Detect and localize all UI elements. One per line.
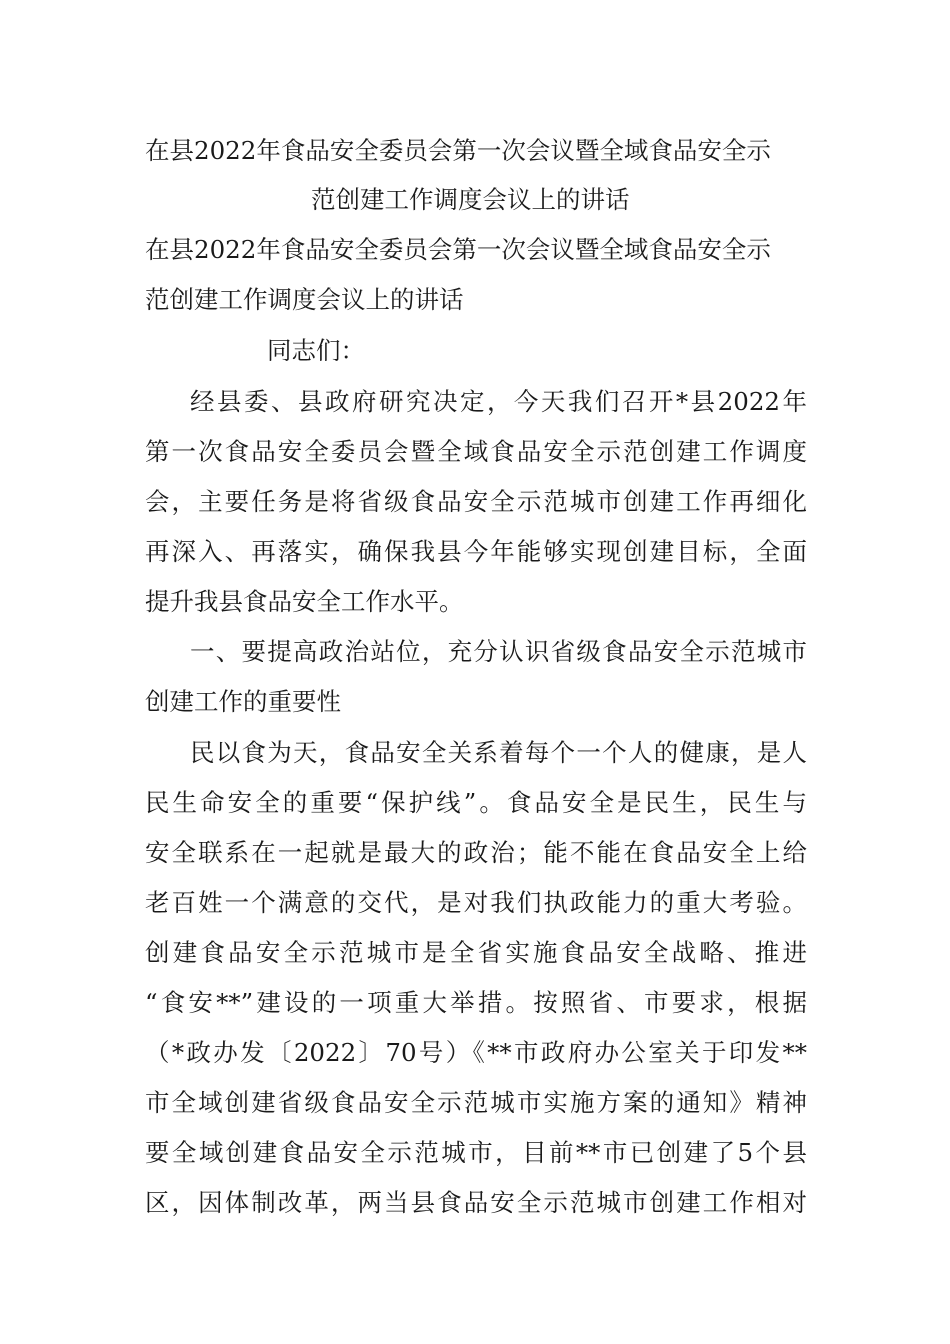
document-title-line-1: 在县2022年食品安全委员会第一次会议暨全域食品安全示 (145, 136, 771, 165)
section-1-heading-line: 一、要提高政治站位，充分认识省级食品安全示范城市 (190, 637, 807, 666)
section-1-body-line: 民以食为天，食品安全关系着每个一个人的健康，是人 (190, 738, 807, 767)
intro-line: 经县委、县政府研究决定，今天我们召开*县2022年 (190, 387, 807, 416)
section-1-body-line: 区，因体制改革，两当县食品安全示范城市创建工作相对 (145, 1188, 807, 1217)
section-1-body-line: 要全域创建食品安全示范城市，目前**市已创建了5个县 (145, 1138, 807, 1167)
document-title-line-2: 范创建工作调度会议上的讲话 (311, 185, 630, 214)
intro-line: 第一次食品安全委员会暨全域食品安全示范创建工作调度 (145, 437, 807, 466)
document-subtitle-line-1: 在县2022年食品安全委员会第一次会议暨全域食品安全示 (145, 235, 771, 264)
intro-line: 提升我县食品安全工作水平。 (145, 587, 464, 616)
salutation: 同志们： (267, 336, 365, 365)
section-1-body-line: 创建食品安全示范城市是全省实施食品安全战略、推进 (145, 938, 807, 967)
intro-line: 再深入、再落实，确保我县今年能够实现创建目标，全面 (145, 537, 807, 566)
section-1-body-line: （*政办发〔2022〕70号）《**市政府办公室关于印发** (145, 1038, 807, 1067)
section-1-body-line: 安全联系在一起就是最大的政治；能不能在食品安全上给 (145, 838, 807, 867)
section-1-body-line: 民生命安全的重要“保护线”。食品安全是民生，民生与 (145, 788, 807, 817)
document-subtitle-line-2: 范创建工作调度会议上的讲话 (145, 285, 464, 314)
section-1-body-line: “食安**”建设的一项重大举措。按照省、市要求，根据 (145, 988, 807, 1017)
section-1-body-line: 老百姓一个满意的交代，是对我们执政能力的重大考验。 (145, 888, 807, 917)
section-1-body-line: 市全域创建省级食品安全示范城市实施方案的通知》精神 (145, 1088, 807, 1117)
section-1-heading-line: 创建工作的重要性 (145, 687, 341, 716)
intro-line: 会，主要任务是将省级食品安全示范城市创建工作再细化 (145, 487, 807, 516)
